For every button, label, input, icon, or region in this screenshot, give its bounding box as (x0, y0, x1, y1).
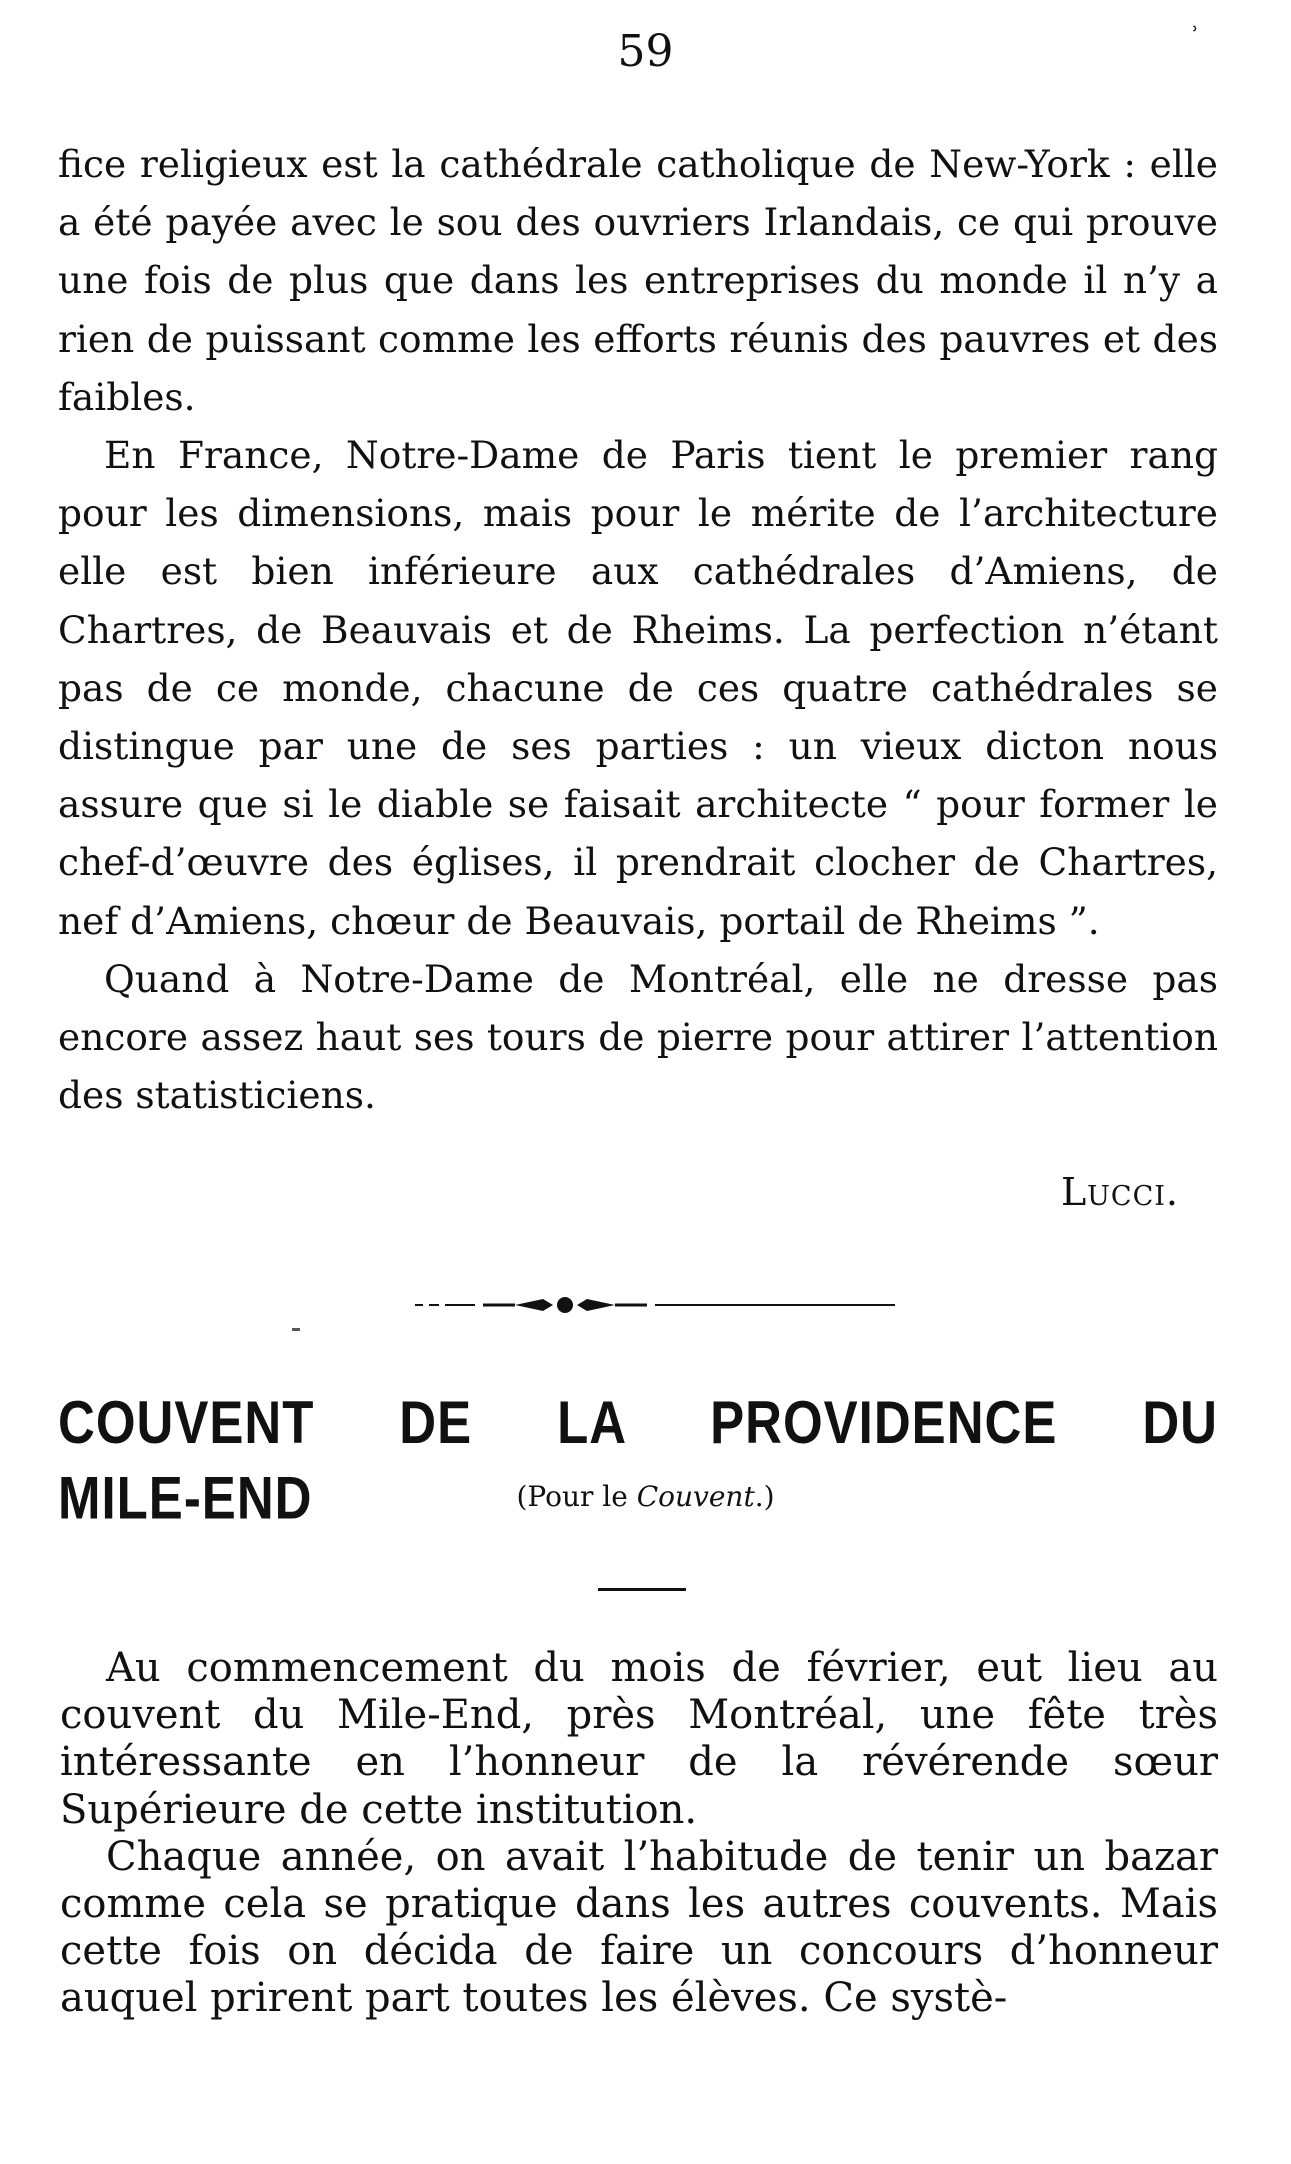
article-continuation (58, 135, 1218, 1124)
paragraph-cathedral-new-york: fice religieux est la cathédrale catholique de New-York : elle a été payée avec le sou des ouvriers Irlandais, ce qui prouve une fois de plus que dans les entreprises du monde il n’y a rien de puissant comme les efforts réunis des pauvres et des faibles. (58, 142, 1218, 419)
subtitle-italic: Couvent (636, 1480, 755, 1513)
section-rule (598, 1588, 686, 1591)
author-signature: Lucci. (1060, 1170, 1179, 1214)
ornament-divider (415, 1290, 895, 1320)
paragraph-february-fete: Au commencement du mois de février, eut lieu au couvent du Mile-End, près Montréal, une fête très intéressante en l’honneur de la révérende sœur Supérieure de cette institution. (60, 1645, 1218, 1833)
paragraph-notre-dame-paris: En France, Notre-Dame de Paris tient le premier rang pour les dimensions, mais pour le mérite de l’architecture elle est bien inférieure aux cathédrales d’Amiens, de Chartres, de Beauvais et de Rheims. La perfection n’étant pas de ce monde, chacune de ces quatre cathédrales se distingue par une de ses parties : un vieux dicton nous assure que si le diable se faisait architecte “ pour former le chef-d’œuvre des églises, il prendrait clocher de Chartres, nef d’Amiens, chœur de Beauvais, portail de Rheims ”. (58, 433, 1218, 943)
stray-mark (292, 1328, 300, 1331)
page-number: 59 (617, 26, 674, 77)
paragraph-notre-dame-montreal: Quand à Notre-Dame de Montréal, elle ne dresse pas encore assez haut ses tours de pierre pour attirer l’attention des statisticiens. (58, 956, 1218, 1118)
paragraph-bazaar: Chaque année, on avait l’habitude de tenir un bazar comme cela se pratique dans les autres couvents. Mais cette fois on décida de faire un concours d’honneur auquel prirent part toutes les élèves. Ce systè- (60, 1833, 1218, 2022)
convent-article (60, 1645, 1218, 2023)
section-title: COUVENT DE LA PROVIDENCE DU MILE-END (58, 1388, 1218, 1532)
subtitle-suffix: .) (754, 1480, 775, 1513)
section-subtitle (0, 1477, 1291, 1517)
corner-mark: ˒ (1192, 18, 1199, 43)
subtitle-prefix: (Pour le (516, 1480, 637, 1513)
